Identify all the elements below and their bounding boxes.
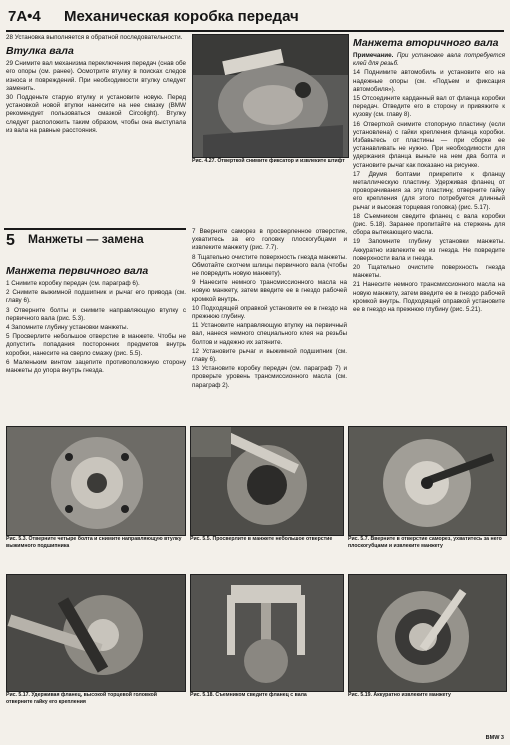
chapter-title: Механическая коробка передач bbox=[64, 8, 299, 25]
figure-5-19-photo bbox=[348, 574, 507, 692]
step-paragraph: 10 Подходящей оправкой установите ее в гнездо на прежнюю глубину. bbox=[192, 304, 347, 321]
page-number: 7A•4 bbox=[8, 8, 41, 25]
subsection-heading: Втулка вала bbox=[6, 45, 74, 58]
step-paragraph: 20 Тщательно очистите поверхность гнезда манжеты. bbox=[353, 264, 505, 280]
step-paragraph: 1 Снимите коробку передач (см. параграф 6). bbox=[6, 280, 140, 287]
section-heading bbox=[4, 228, 186, 262]
figure-5-18-caption: Рис. 5.18. Съемником сведите фланец с вала bbox=[190, 692, 307, 698]
step-paragraph: 2 Снимите выжимной подшипник и рычаг его привода (см. главу 6). bbox=[6, 289, 186, 305]
step-paragraph: 21 Нанесите немного трансмиссионного масла на новую манжету, затем введите ее в гнездо рабочей кромкой внутрь. Подходящей оправкой установите ее в гнездо на прежнюю глубину (рис. 5.21). bbox=[353, 281, 505, 314]
note-label: Примечание. bbox=[353, 52, 394, 59]
figure-5-5-photo bbox=[190, 426, 344, 536]
step-paragraph: 7 Вверните саморез в просверленное отверстие, ухватитесь за его головку плоскогубцами и извлеките манжету (рис. 7.7). bbox=[192, 228, 347, 252]
step-paragraph: 4 Запомните глубину установки манжеты. bbox=[6, 324, 129, 332]
step-paragraph: 18 Съемником сведите фланец с вала коробки (рис. 5.18). Заранее пропитайте на стержень для сбора вытекающего масла. bbox=[353, 212, 505, 237]
figure-4-27-photo bbox=[192, 34, 349, 158]
figure-5-17-photo bbox=[6, 574, 186, 692]
column-1-bottom-text bbox=[6, 262, 186, 422]
header-rule bbox=[6, 30, 504, 32]
figure-5-17-caption: Рис. 5.17. Удерживая фланец, высокой торцевой головкой отверните гайку его крепления bbox=[6, 692, 157, 705]
step-paragraph: 16 Отверткой снимите стопорную пластину (если установлена) с гайки крепления фланца коробки. Избавьтесь от пластины — при сборке ее устанавливать не нужно. При необходимости для удержания фланца выньте на нем два болта и установите рычаг как показано на рисунке. bbox=[353, 120, 505, 169]
figure-4-27-caption: Рис. 4.27. Отверткой снимите фиксатор и извлеките штифт bbox=[192, 158, 345, 164]
figure-5-18-photo bbox=[190, 574, 344, 692]
figure-5-5-caption: Рис. 5.5. Просверлите в манжете небольшое отверстие bbox=[190, 536, 333, 542]
step-paragraph: 11 Установите направляющую втулку на первичный вал, нанеся немного специального клея на резьбы болтов и надежно их затяните. bbox=[192, 322, 347, 346]
column-3-text bbox=[353, 34, 505, 424]
figure-5-7-caption: Рис. 5.7. Вверните в отверстие саморез, ухватитесь за него плоскогубцами и извлеките манжету bbox=[348, 536, 502, 549]
note-text: При установке вала потребуется клей для резьб. bbox=[353, 52, 505, 68]
column-1-top-text bbox=[6, 34, 186, 226]
figure-5-7-photo bbox=[348, 426, 507, 536]
page-header bbox=[6, 4, 504, 30]
section-number: 5 bbox=[6, 232, 15, 249]
step-paragraph: 5 Просверлите небольшое отверстие в манжете. Чтобы не допустить попадания посторонних предметов внутрь коробки, нанесите на сверло смазку (рис. 5.5). bbox=[6, 333, 186, 357]
step-paragraph: 28 Установка выполняется в обратной последовательности. bbox=[6, 34, 183, 41]
footer-code: BMW 3 bbox=[485, 735, 504, 741]
subsection-heading: Манжета вторичного вала bbox=[353, 37, 499, 49]
figure-5-3-caption: Рис. 5.3. Отверните четыре болта и снимите направляющую втулку выжимного подшипника bbox=[6, 536, 182, 549]
step-paragraph: 8 Тщательно очистите поверхность гнезда манжеты. Обмотайте скотчем шлицы первичного вала (чтобы не повредить новую манжету). bbox=[192, 253, 347, 278]
step-paragraph: 6 Маленьким винтом зацепите противоположную сторону манжеты до упора внутрь гнезда. bbox=[6, 358, 186, 375]
figure-5-3-photo bbox=[6, 426, 186, 536]
step-paragraph: 19 Запомните глубину установки манжеты. Аккуратно извлеките ее из гнезда. Не повредите поверхности вала и гнезда. bbox=[353, 238, 505, 262]
step-paragraph: 13 Установите коробку передач (см. параграф 7) и проверьте уровень трансмиссионного масла (см. параграф 2). bbox=[192, 365, 347, 389]
step-paragraph: 17 Двумя болтами прикрепите к фланцу металлическую пластину. Удерживая фланец от проворачивания за эту пластину, отверните гайку его крепления (для этого потребуется длинный рычаг и высокая торцевая головка) (рис. 5.17). bbox=[353, 170, 505, 211]
column-2-text bbox=[192, 228, 347, 424]
subsection-heading: Манжета первичного вала bbox=[6, 265, 149, 277]
step-paragraph: 15 Отсоедините карданный вал от фланца коробки передач. Отведите его в сторону и привяжите к кузову (см. главу 8). bbox=[353, 95, 505, 119]
note-paragraph bbox=[353, 52, 505, 68]
step-paragraph: 12 Установите рычаг и выжимной подшипник (см. главу 6). bbox=[192, 347, 347, 364]
step-paragraph: 14 Поднимите автомобиль и установите его на надежные опоры (см. «Подъем и фиксация автомобиля»). bbox=[353, 69, 505, 93]
step-paragraph: 9 Нанесите немного трансмиссионного масла на новую манжету, затем введите ее в гнездо рабочей кромкой внутрь. bbox=[192, 279, 347, 303]
step-paragraph: 30 Подденьте старую втулку и установите новую. Перед установкой новой втулки нанесите на нее смазку (BMW рекомендует пользоваться смазкой Circolight). Втулку следует расположить таким образом, чтобы она выступала из вала на равные расстояния. bbox=[6, 94, 186, 134]
step-paragraph: 29 Снимите вал механизма переключения передач (снав обе его опоры (см. ранее). Осмотрите втулку в поисках следов износа и повреждений. При необходимости втулку следует заменить. bbox=[6, 60, 186, 92]
figure-5-19-caption: Рис. 5.19. Аккуратно извлеките манжету bbox=[348, 692, 451, 698]
step-paragraph: 3 Отверните болты и снимите направляющую втулку с первичного вала (рис. 5.3). bbox=[6, 306, 186, 322]
section-title: Манжеты — замена bbox=[28, 232, 144, 246]
